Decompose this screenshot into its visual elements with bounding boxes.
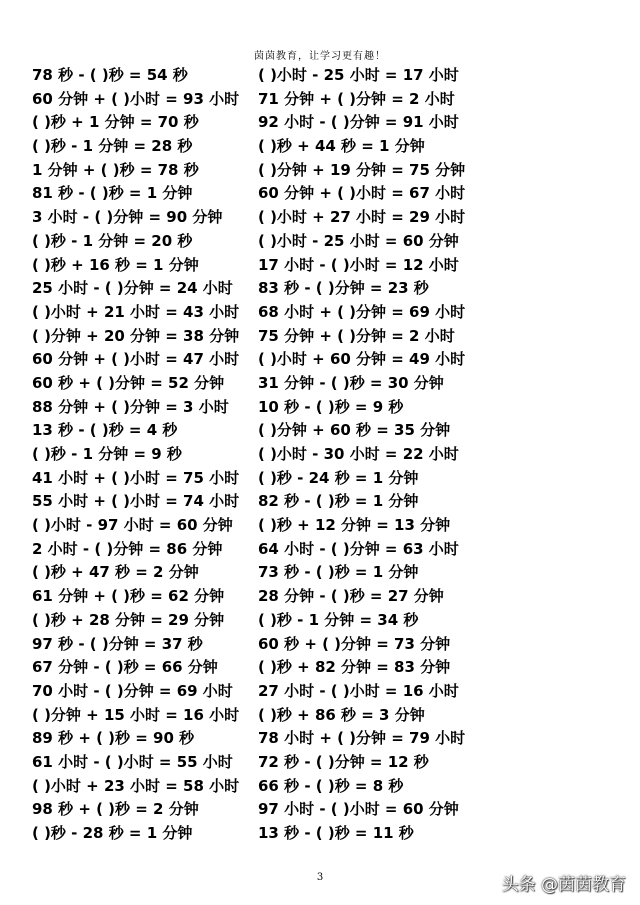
- problem-row: ( )秒 - 1 分钟 = 9 秒: [32, 445, 182, 463]
- right-problem-column: [258, 64, 558, 846]
- problem-row: ( )小时 + 21 小时 = 43 小时: [32, 302, 240, 321]
- problem-row: ( )秒 + 28 分钟 = 29 分钟: [32, 610, 225, 629]
- problem-row: 78 秒 - ( )秒 = 54 秒: [32, 66, 188, 84]
- problem-row: ( )秒 + 82 分钟 = 83 分钟: [258, 658, 451, 677]
- problem-row: 61 分钟 + ( )秒 = 62 分钟: [32, 587, 225, 606]
- problem-row: ( )秒 - 28 秒 = 1 分钟: [32, 824, 193, 842]
- problem-row: ( )秒 + 47 秒 = 2 分钟: [32, 563, 199, 582]
- problem-row: 60 分钟 + ( )小时 = 47 小时: [32, 350, 240, 369]
- problem-row: 78 小时 + ( )分钟 = 79 小时: [258, 729, 466, 748]
- problem-row: 13 秒 - ( )秒 = 4 秒: [32, 421, 178, 440]
- problem-row: ( )小时 - 25 小时 = 17 小时: [258, 66, 459, 84]
- problem-row: ( )分钟 + 20 分钟 = 38 分钟: [32, 326, 240, 345]
- problem-row: 60 秒 + ( )分钟 = 52 分钟: [32, 373, 225, 392]
- problem-row: ( )小时 - 30 小时 = 22 小时: [258, 445, 459, 463]
- problem-row: 41 小时 + ( )小时 = 75 小时: [32, 468, 240, 487]
- problem-row: 64 小时 - ( )分钟 = 63 小时: [258, 539, 459, 558]
- problem-row: 61 小时 - ( )小时 = 55 小时: [32, 752, 233, 771]
- problem-row: 28 分钟 - ( )秒 = 27 分钟: [258, 587, 444, 606]
- problem-row: 66 秒 - ( )秒 = 8 秒: [258, 776, 404, 795]
- problem-row: 71 分钟 + ( )分钟 = 2 小时: [258, 89, 455, 108]
- problem-row: 13 秒 - ( )秒 = 11 秒: [258, 824, 414, 842]
- problem-row: 60 分钟 + ( )小时 = 67 小时: [258, 184, 466, 203]
- page-number: 3: [316, 872, 324, 883]
- problem-row: 55 小时 + ( )小时 = 74 小时: [32, 492, 240, 511]
- problem-row: 81 秒 - ( )秒 = 1 分钟: [32, 184, 193, 203]
- problem-row: ( )小时 - 97 小时 = 60 分钟: [32, 516, 233, 535]
- problem-row: 83 秒 - ( )分钟 = 23 秒: [258, 279, 429, 298]
- problem-row: ( )小时 - 25 小时 = 60 分钟: [258, 231, 459, 250]
- problem-row: 2 小时 - ( )分钟 = 86 分钟: [32, 539, 223, 558]
- problem-row: 75 分钟 + ( )分钟 = 2 小时: [258, 326, 455, 345]
- problem-row: 60 秒 + ( )分钟 = 73 分钟: [258, 634, 451, 653]
- problem-row: 17 小时 - ( )小时 = 12 小时: [258, 255, 459, 274]
- problem-row: 98 秒 + ( )秒 = 2 分钟: [32, 800, 199, 819]
- problem-row: ( )秒 + 16 秒 = 1 分钟: [32, 255, 199, 274]
- problem-row: ( )分钟 + 19 分钟 = 75 分钟: [258, 160, 466, 179]
- problem-row: 70 小时 - ( )分钟 = 69 小时: [32, 681, 233, 700]
- problem-row: 97 秒 - ( )分钟 = 37 秒: [32, 634, 203, 653]
- problem-row: ( )秒 + 1 分钟 = 70 秒: [32, 113, 199, 132]
- problem-row: 73 秒 - ( )秒 = 1 分钟: [258, 563, 419, 582]
- page-header: 茵茵教育，让学习更有趣！: [254, 51, 386, 62]
- problem-row: ( )秒 + 12 分钟 = 13 分钟: [258, 516, 451, 535]
- problem-row: ( )秒 - 1 分钟 = 34 秒: [258, 610, 419, 629]
- problem-row: 27 小时 - ( )小时 = 16 小时: [258, 681, 459, 700]
- problem-row: 67 分钟 - ( )秒 = 66 分钟: [32, 658, 218, 677]
- watermark: 头条 @茵茵教育: [501, 875, 626, 895]
- problem-row: ( )小时 + 23 小时 = 58 小时: [32, 776, 240, 795]
- problem-row: 97 小时 - ( )小时 = 60 分钟: [258, 800, 459, 819]
- problem-row: 3 小时 - ( )分钟 = 90 分钟: [32, 208, 223, 227]
- problem-row: 82 秒 - ( )秒 = 1 分钟: [258, 492, 419, 511]
- problem-row: ( )秒 + 44 秒 = 1 分钟: [258, 137, 425, 156]
- problem-row: ( )秒 - 1 分钟 = 28 秒: [32, 137, 193, 156]
- problem-row: 72 秒 - ( )分钟 = 12 秒: [258, 752, 429, 771]
- problem-row: ( )秒 + 86 秒 = 3 分钟: [258, 705, 425, 724]
- problem-row: 1 分钟 + ( )秒 = 78 秒: [32, 160, 199, 179]
- problem-row: 10 秒 - ( )秒 = 9 秒: [258, 397, 404, 416]
- problem-row: 92 小时 - ( )分钟 = 91 小时: [258, 113, 459, 132]
- problem-row: 68 小时 + ( )分钟 = 69 小时: [258, 302, 466, 321]
- problem-row: ( )小时 + 60 分钟 = 49 小时: [258, 350, 466, 369]
- problem-row: ( )小时 + 27 小时 = 29 小时: [258, 208, 466, 227]
- problem-row: ( )秒 - 1 分钟 = 20 秒: [32, 231, 193, 250]
- problem-row: 31 分钟 - ( )秒 = 30 分钟: [258, 373, 444, 392]
- problem-row: ( )秒 - 24 秒 = 1 分钟: [258, 468, 419, 487]
- problem-row: ( )分钟 + 15 小时 = 16 小时: [32, 705, 240, 724]
- problem-row: 25 小时 - ( )分钟 = 24 小时: [32, 279, 233, 298]
- problem-row: 89 秒 + ( )秒 = 90 秒: [32, 729, 195, 748]
- problem-row: ( )分钟 + 60 秒 = 35 分钟: [258, 421, 451, 440]
- problem-row: 88 分钟 + ( )分钟 = 3 小时: [32, 397, 229, 416]
- problem-row: 60 分钟 + ( )小时 = 93 小时: [32, 89, 240, 108]
